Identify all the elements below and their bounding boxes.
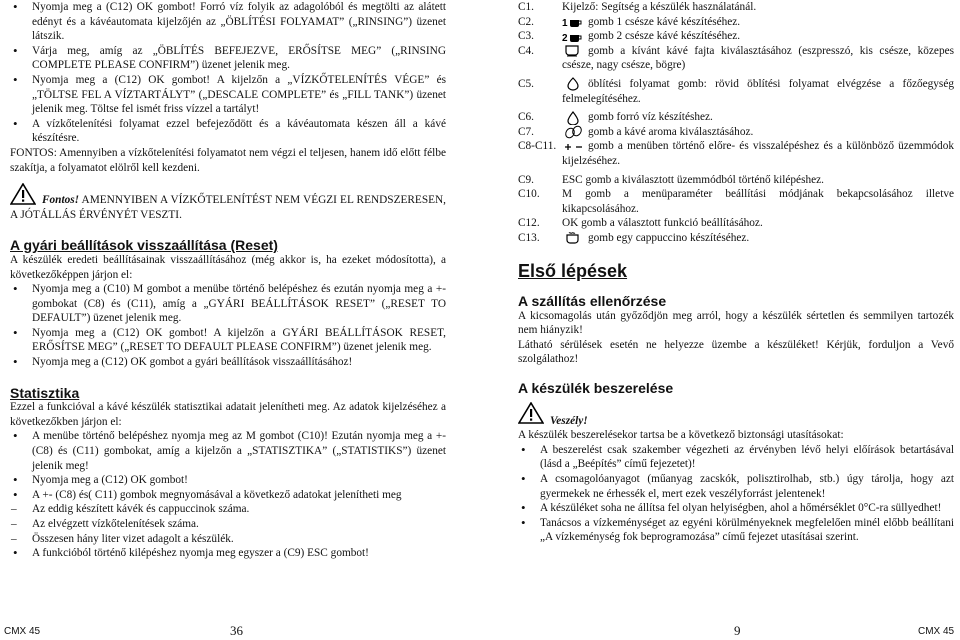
- one-cup-icon: [562, 15, 584, 29]
- list-item: • Nyomja meg a (C12) OK gombot! A kijelzőn a GYÁRI BEÁLLÍTÁSOK RESET, ERŐSÍTSE MEG” („RESET TO DEFAULT PLEASE CONFIRM”) üzenet jelenik meg.: [10, 326, 446, 355]
- control-description: gomb 1 csésze kávé készítéséhez.: [588, 15, 741, 28]
- list-item: • A vízkőtelenítési folyamat ezzel befejeződött és a kávéautomata készen áll a kávé készítésre.: [10, 117, 446, 146]
- control-item: [518, 29, 954, 44]
- coffee-type-icon: [562, 44, 584, 58]
- right-page-number: 9: [734, 623, 741, 638]
- list-item: – Az elvégzett vízkőtelenítések száma.: [10, 517, 446, 532]
- delivery-check-heading: A szállítás ellenőrzése: [518, 293, 667, 310]
- reset-heading: A gyári beállítások visszaállítása (Reset): [10, 237, 278, 254]
- list-item: • A készüléket soha ne állítsa fel olyan helyiségben, ahol a hőmérséklet 0°C-ra süllyedhet!: [518, 501, 954, 516]
- list-item: – Az eddig készített kávék és cappuccinok száma.: [10, 502, 446, 517]
- statistics-steps-list: [10, 429, 446, 560]
- control-code: C1.: [518, 1, 535, 13]
- list-item: • Nyomja meg a (C12) OK gombot! A kijelzőn a „VÍZKŐTELENÍTÉS VÉGE” és „TÖLTSE FEL A VÍZTARTÁLYT” („DESCALE COMPLETE” és „FILL TANK”) üzenet jelenik meg. Töltse fel ismét friss vízzel a tartályt!: [10, 73, 446, 117]
- reset-steps-list: [10, 282, 446, 370]
- control-code: C8-C11.: [518, 140, 557, 153]
- list-item: • A +- (C8) és( C11) gombok megnyomásával a következő adatokat jelenítheti meg: [10, 488, 446, 503]
- control-code: C9.: [518, 173, 535, 186]
- list-item: • Tanácsos a vízkeménységet az egyéni körülményeknek megfelelően minél előbb beállítani „A vízkeménység fok beprogramozása” című fejezet utasításai szerint.: [518, 516, 954, 545]
- control-item: [518, 110, 954, 125]
- control-code: C5.: [518, 77, 535, 90]
- control-code: C2.: [518, 15, 535, 28]
- controls-list: [518, 0, 954, 246]
- list-item: • Nyomja meg a (C12) OK gombot!: [10, 473, 446, 488]
- control-description: gomb a kávé aroma kiválasztásához.: [588, 125, 754, 138]
- control-item: [518, 173, 954, 188]
- control-code: C13.: [518, 231, 540, 244]
- control-description: öblítési folyamat gomb: rövid öblítési folyamat elvégzése a főzőegység felmelegítéséhez.: [562, 77, 954, 105]
- warning-text: AMENNYIBEN A VÍZKŐTELENÍTÉST NEM VÉGZI EL RENDSZERESEN, A JÓTÁLLÁS ÉRVÉNYÉT VESZTI.: [10, 194, 446, 221]
- installation-heading: A készülék beszerelése: [518, 380, 674, 397]
- left-page-number: 36: [230, 623, 243, 638]
- list-item: • A beszerelést csak szakember végezheti az érvényben lévő helyi előírások betartásával (lásd a „Beépítés” című fejezetet)!: [518, 443, 954, 472]
- footer-left-label: CMX 45: [4, 626, 41, 637]
- left-page: [10, 0, 446, 561]
- installation-list: [518, 443, 954, 545]
- list-item: • Várja meg, amíg az „ÖBLÍTÉS BEFEJEZVE, ERŐSÍTSE MEG” („RINSING COMPLETE PLEASE CONFIRM”) üzenet jelenik meg.: [10, 44, 446, 73]
- list-item: • A menübe történő belépéshez nyomja meg az M gombot (C10)! Ezután nyomja meg a +- (C8) és (C11) gombokat, amíg a kijelzőn a „STATISZTIKA” („STATISTIKS”) üzenet jelenik meg!: [10, 429, 446, 473]
- control-description: gomb a menüben történő előre- és visszalépéshez és a különböző üzemmódok kijelzéséhez.: [562, 140, 954, 167]
- hot-water-icon: [562, 111, 584, 125]
- important-note: FONTOS: Amennyiben a vízkőtelenítési folyamatot nem végzi el teljesen, hanem idő előtt félbe szakítja, a folyamatot elölről kell kezdeni.: [10, 146, 446, 174]
- control-description: gomb 2 csésze kávé készítéséhez.: [588, 30, 741, 43]
- control-description: gomb egy cappuccino készítéséhez.: [588, 231, 750, 244]
- control-code: C4.: [518, 44, 535, 57]
- control-item: [518, 77, 954, 106]
- first-steps-heading: Első lépések: [518, 260, 628, 281]
- control-item: [518, 15, 954, 30]
- control-item: [518, 187, 954, 216]
- list-item: – Összesen hány liter vizet adagolt a készülék.: [10, 532, 446, 547]
- control-code: C12.: [518, 217, 540, 230]
- installation-intro: A készülék beszerelésekor tartsa be a következő biztonsági utasításokat:: [518, 429, 844, 442]
- list-item: • A csomagolóanyagot (műanyag zacskók, polisztirolhab, stb.) úgy tárolja, hogy azt gyermekek ne érhessék el, mert ezek veszélyforrást jelentenek!: [518, 472, 954, 501]
- danger-label: Veszély!: [550, 414, 588, 427]
- svg-text:2: 2: [562, 32, 568, 44]
- danger-block: [518, 402, 954, 429]
- delivery-check-text-2: Látható sérülések esetén ne helyezze üzembe a készüléket! Kérjük, forduljon a Vevő szolgálathoz!: [518, 338, 954, 366]
- aroma-icon: [562, 125, 584, 139]
- warning-triangle-icon: [518, 402, 544, 424]
- list-item: • Nyomja meg a (C12) OK gombot a gyári beállítások visszaállításához!: [10, 355, 446, 370]
- control-item: [518, 44, 954, 73]
- list-item: • A funkcióból történő kilépéshez nyomja meg egyszer a (C9) ESC gombot!: [10, 546, 446, 561]
- control-description: M gomb a menüparaméter beállítási módjának bekapcsolásához illetve kikapcsolásához.: [562, 188, 954, 215]
- cappuccino-icon: [562, 231, 584, 245]
- control-description: gomb forró víz készítéshez.: [588, 111, 713, 124]
- warning-label: Fontos!: [42, 194, 80, 207]
- two-cup-icon: [562, 30, 584, 44]
- control-item: [518, 125, 954, 140]
- control-code: C3.: [518, 30, 535, 43]
- statistics-heading: Statisztika: [10, 384, 80, 401]
- control-description: gomb a kívánt kávé fajta kiválasztásához (eszpresszó, kis csésze, közepes csésze, nagy csésze, bögre): [562, 44, 954, 72]
- descale-steps-list: [10, 0, 446, 146]
- list-item: • Nyomja meg a (C10) M gombot a menübe történő belépéshez és ezután nyomja meg a +- gombokat (C8) és (C11), amíg a „GYÁRI BEÁLLÍTÁSOK RESET” („RESET TO DEFAULT”) üzenet jelenik meg.: [10, 282, 446, 326]
- plus-minus-icon: [562, 140, 584, 154]
- control-item: [518, 231, 954, 246]
- control-code: C10.: [518, 188, 540, 201]
- control-code: C6.: [518, 111, 535, 124]
- control-item: [518, 216, 954, 231]
- control-item: [518, 139, 954, 168]
- list-item: • Nyomja meg a (C12) OK gombot! Forró víz folyik az adagolóból és megtölti az alátett edényt és a kávéautomata kijelzőjén az „ÖBLÍTÉSI FOLYAMAT” („RINSING”) üzenet látszik.: [10, 0, 446, 44]
- statistics-intro: Ezzel a funkcióval a kávé készülék statisztikai adatait jelenítheti meg. Az adatok kijelzéséhez a következőkben járjon el:: [10, 401, 446, 428]
- control-item: [518, 0, 954, 15]
- control-description: ESC gomb a kiválasztott üzemmódból történő kilépéshez.: [562, 173, 824, 186]
- control-description: Kijelző: Segítség a készülék használatánál.: [562, 1, 757, 13]
- footer-right-label: CMX 45: [918, 626, 955, 637]
- reset-intro: A készülék eredeti beállításainak visszaállításához (még akkor is, ha ezeket módosította), a következőképpen járjon el:: [10, 253, 446, 281]
- control-description: OK gomb a választott funkció beállításához.: [562, 217, 763, 230]
- rinse-icon: [562, 77, 584, 91]
- warning-block: [10, 183, 446, 222]
- control-code: C7.: [518, 125, 535, 138]
- delivery-check-text-1: A kicsomagolás után győződjön meg arról, hogy a készülék sértetlen és semmilyen tartozék nem hiányzik!: [518, 309, 954, 337]
- right-page: [518, 0, 954, 545]
- svg-text:1: 1: [562, 18, 568, 29]
